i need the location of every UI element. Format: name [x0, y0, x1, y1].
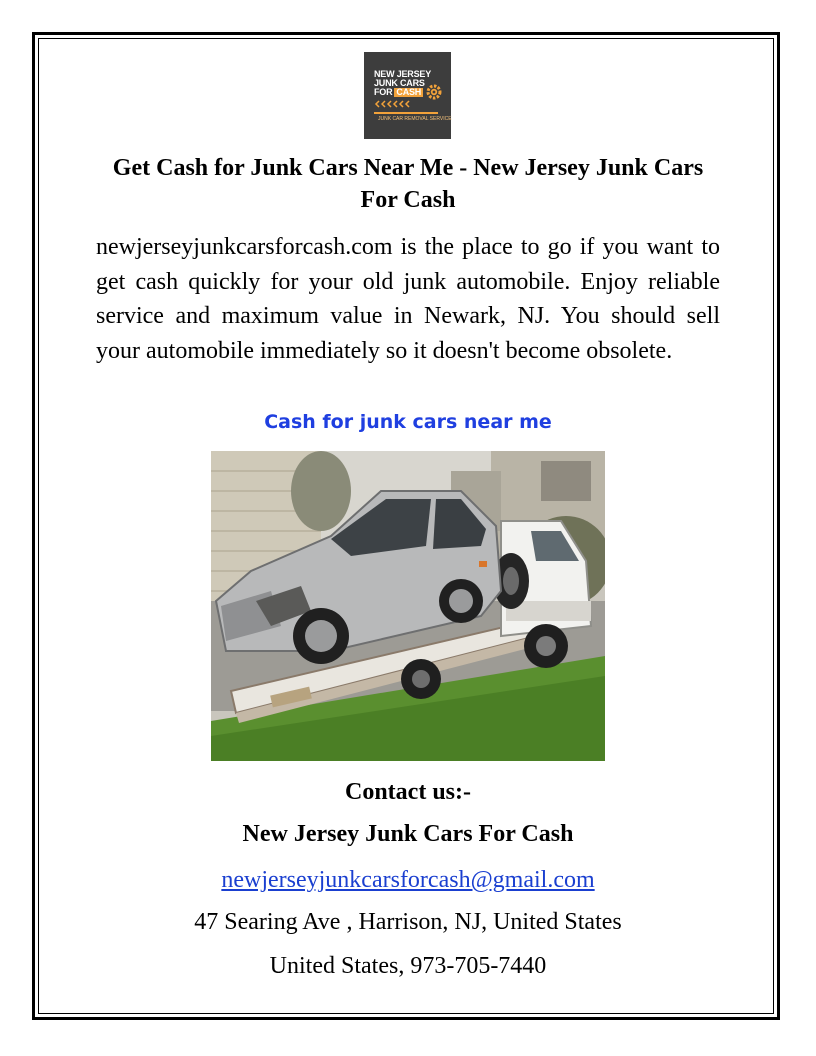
logo-text-line1: NEW JERSEY: [374, 69, 432, 79]
tow-truck-photo: [211, 451, 605, 761]
address-line: 47 Searing Ave , Harrison, NJ, United States: [194, 909, 622, 935]
company-logo: [364, 52, 451, 139]
logo-divider: [374, 112, 438, 114]
email-link[interactable]: newjerseyjunkcarsforcash@gmail.com: [221, 867, 595, 893]
logo-text-line3: [374, 88, 423, 97]
logo-text-for: FOR: [374, 87, 393, 97]
contact-heading: Contact us:-: [345, 779, 471, 805]
logo-text-line2: JUNK CARS: [374, 78, 425, 88]
cash-for-junk-cars-link[interactable]: Cash for junk cars near me: [264, 411, 552, 433]
logo-tagline: JUNK CAR REMOVAL SERVICE: [378, 116, 452, 122]
gear-icon: [424, 82, 444, 102]
logo-text-cash: CASH: [396, 87, 422, 97]
company-name: New Jersey Junk Cars For Cash: [242, 821, 574, 847]
arrows-icon: [374, 100, 426, 108]
phone-line: United States, 973-705-7440: [269, 953, 547, 979]
intro-paragraph: newjerseyjunkcarsforcash.com is the place to go if you want to get cash quickly for your old junk automobile. Enjoy reliable service and maximum value in Newark, NJ. You should sell your automobile immediately so it doesn't become obsolete.: [96, 234, 720, 364]
page-title: Get Cash for Junk Cars Near Me - New Jersey Junk Cars For Cash: [112, 155, 704, 213]
tow-truck-illustration: [211, 451, 605, 761]
